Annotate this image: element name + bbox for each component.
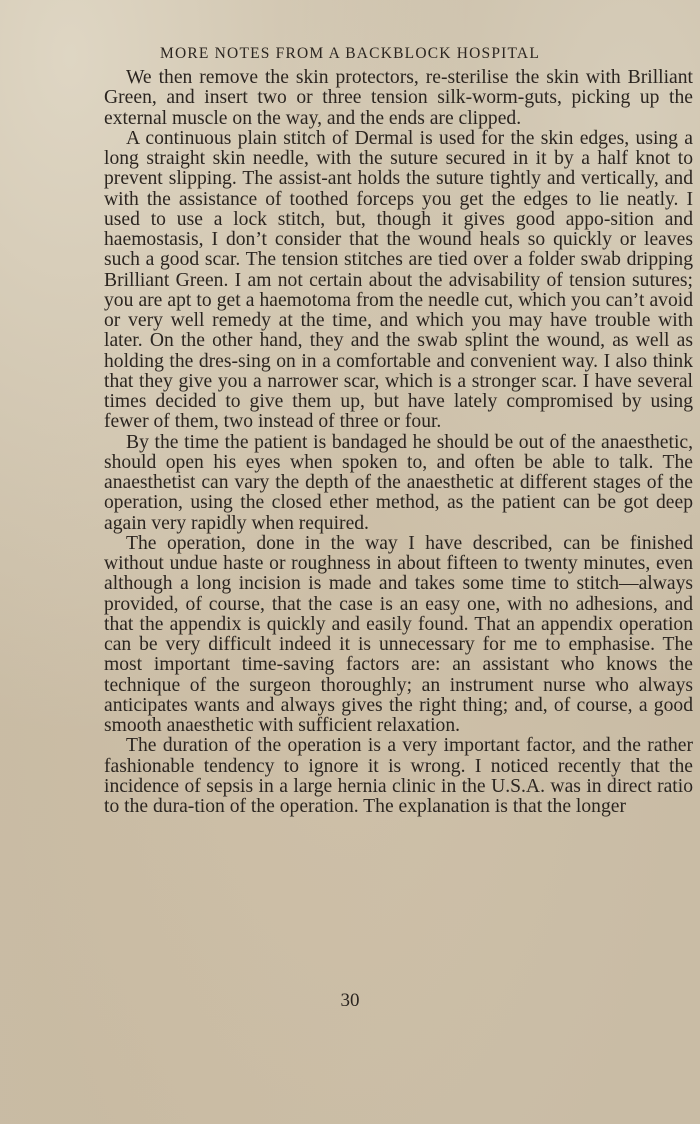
body-text — [104, 68, 693, 817]
paragraph: The operation, done in the way I have described, can be finished without undue haste or roughness in about fifteen to twenty minutes, even although a long incision is made and takes some time to stitch—always provided, of course, that the case is an easy one, with no adhesions, and that the appendix is quickly and easily found. That an appendix operation can be very difficult indeed it is unnecessary for me to emphasise. The most important time-saving factors are: an assistant who knows the technique of the surgeon thoroughly; an instrument nurse who always anticipates wants and always gives the right thing; and, of course, a good smooth anaesthetic with sufficient relaxation. — [104, 532, 693, 736]
paragraph: We then remove the skin protectors, re-sterilise the skin with Brilliant Green, and insert two or three tension silk-worm-guts, picking up the external muscle on the way, and the ends are clipped. — [104, 67, 693, 129]
page-number: 30 — [340, 990, 360, 1011]
paragraph: By the time the patient is bandaged he should be out of the anaesthetic, should open his eyes when spoken to, and often be able to talk. The anaesthetist can vary the depth of the anaesthetic at different stages of the operation, using the closed ether method, as the patient can be got deep again very rapidly when required. — [104, 431, 693, 534]
paragraph: A continuous plain stitch of Dermal is used for the skin edges, using a long straight skin needle, with the suture secured in it by a half knot to prevent slipping. The assist-ant holds the suture tightly and vertically, and with the assistance of toothed forceps you get the edges to lie neatly. I used to use a lock stitch, but, though it gives good appo-sition and haemostasis, I don’t consider that the wound heals so quickly or leaves such a good scar. The tension stitches are tied over a folder swab dripping Brilliant Green. I am not certain about the advisability of tension sutures; you are apt to get a haemotoma from the needle cut, which you can’t avoid or very well remedy at the time, and which you may have trouble with later. On the other hand, they and the swab splint the wound, as well as holding the dres-sing on in a comfortable and convenient way. I also think that they give you a narrower scar, which is a stronger scar. I have several times decided to give them up, but have lately compromised by using fewer of them, two instead of three or four. — [104, 127, 693, 433]
paragraph: The duration of the operation is a very important factor, and the rather fashionable tendency to ignore it is wrong. I noticed recently that the incidence of sepsis in a large hernia clinic in the U.S.A. was in direct ratio to the dura-tion of the operation. The explanation is that the longer — [104, 735, 693, 817]
running-head: MORE NOTES FROM A BACKBLOCK HOSPITAL — [160, 45, 540, 62]
